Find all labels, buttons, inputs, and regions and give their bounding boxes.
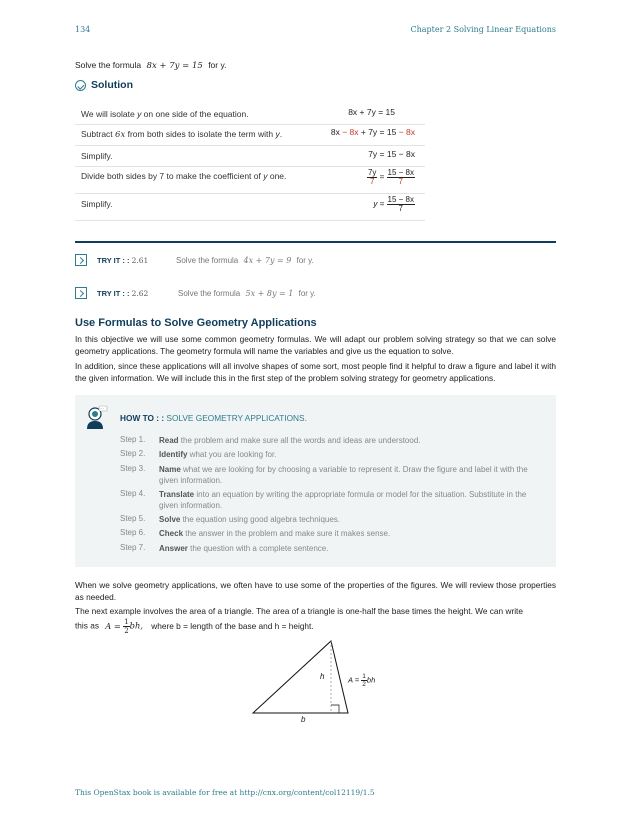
try-it-question: Solve the formula 5x + 8y = 1 for y. — [178, 289, 316, 298]
step-text: Answer the question with a complete sentence. — [159, 544, 329, 553]
paragraph: When we solve geometry applications, we often have to use some of the properties of the figures. We will review those properties as needed. — [75, 580, 556, 602]
step-number: Step 5. — [120, 514, 146, 523]
height-label: h — [320, 672, 325, 681]
step-number: Step 4. — [120, 489, 146, 498]
step-number: Step 7. — [120, 543, 146, 552]
example-formula: 8x + 7y = 15 — [146, 61, 203, 71]
solution-row: Divide both sides by 7 to make the coefficient of y one. $\frac{7y}{7}$ = $\frac{15 - 8x}{7}$ — [75, 166, 425, 194]
step-number: Step 1. — [120, 435, 146, 444]
example-prompt: Solve the formula 8x + 7y = 15 for y. — [75, 60, 227, 71]
solution-row: Subtract 6x from both sides to isolate the term with y. 8x − 8x + 7y = 15 − 8x — [75, 124, 425, 146]
step-text: Name what we are looking for by choosing a variable to represent it. Draw the figure and label it with the given information. — [159, 465, 528, 485]
person-icon — [84, 405, 108, 431]
step-text: Identify what you are looking for. — [159, 450, 277, 459]
how-to-heading: HOW TO : : SOLVE GEOMETRY APPLICATIONS. — [120, 413, 307, 423]
solution-row: We will isolate y on one side of the equation. 8x + 7y = 15 — [75, 104, 425, 125]
paragraph-formula-line: this as A = $\frac{1}{2}$ bh, where b = length of the base and h = height. — [75, 618, 314, 635]
try-it-question: Solve the formula 4x + 7y = 9 for y. — [176, 256, 314, 265]
triangle-shape — [253, 641, 348, 713]
right-angle-marker — [331, 705, 339, 713]
footer-text: This OpenStax book is available for free at http://cnx.org/content/col12119/1.5 — [75, 788, 375, 797]
step-number: Step 6. — [120, 528, 146, 537]
page-number: 134 — [75, 25, 91, 34]
step-text: Translate into an equation by writing the appropriate formula or model for the situation. Substitute in the given information. — [159, 490, 527, 510]
section-divider — [75, 241, 556, 243]
chapter-title: Chapter 2 Solving Linear Equations — [410, 25, 556, 34]
solution-row: Simplify. y = $\frac{15 - 8x}{7}$ — [75, 193, 425, 221]
section-title: Use Formulas to Solve Geometry Applications — [75, 317, 317, 329]
step-text: Read the problem and make sure all the words and ideas are understood. — [159, 436, 421, 445]
paragraph: The next example involves the area of a triangle. The area of a triangle is one-half the base times the height. We can write — [75, 606, 523, 616]
step-text: Solve the equation using good algebra techniques. — [159, 515, 341, 524]
step-text: Check the answer in the problem and make sure it makes sense. — [159, 529, 391, 538]
check-circle-icon — [75, 80, 86, 91]
section-paragraph: In this objective we will use some common geometry formulas. We will adapt our problem solving strategy so that we can solve geometry applications. The geometry formula will name the variables and give us the equation to solve. — [75, 334, 556, 356]
section-paragraph: In addition, since these applications will all involve shapes of some sort, most people find it helpful to draw a figure and label it with the given information. We will include this in the first step of the problem solving strategy for geometry applications. — [75, 361, 556, 383]
step-number: Step 2. — [120, 449, 146, 458]
svg-text:···: ··· — [100, 406, 104, 411]
try-it-label: TRY IT : : 2.61 — [97, 256, 149, 265]
solution-row: Simplify. 7y = 15 − 8x — [75, 145, 425, 167]
chevron-right-icon[interactable] — [75, 254, 87, 266]
chevron-right-icon[interactable] — [75, 287, 87, 299]
area-formula-label: A = $\frac{1}{2}$ bh — [348, 673, 376, 688]
base-label: b — [301, 715, 306, 724]
step-number: Step 3. — [120, 464, 146, 473]
solution-title: Solution — [91, 79, 133, 91]
try-it-label: TRY IT : : 2.62 — [97, 289, 149, 298]
triangle-figure — [250, 636, 400, 726]
